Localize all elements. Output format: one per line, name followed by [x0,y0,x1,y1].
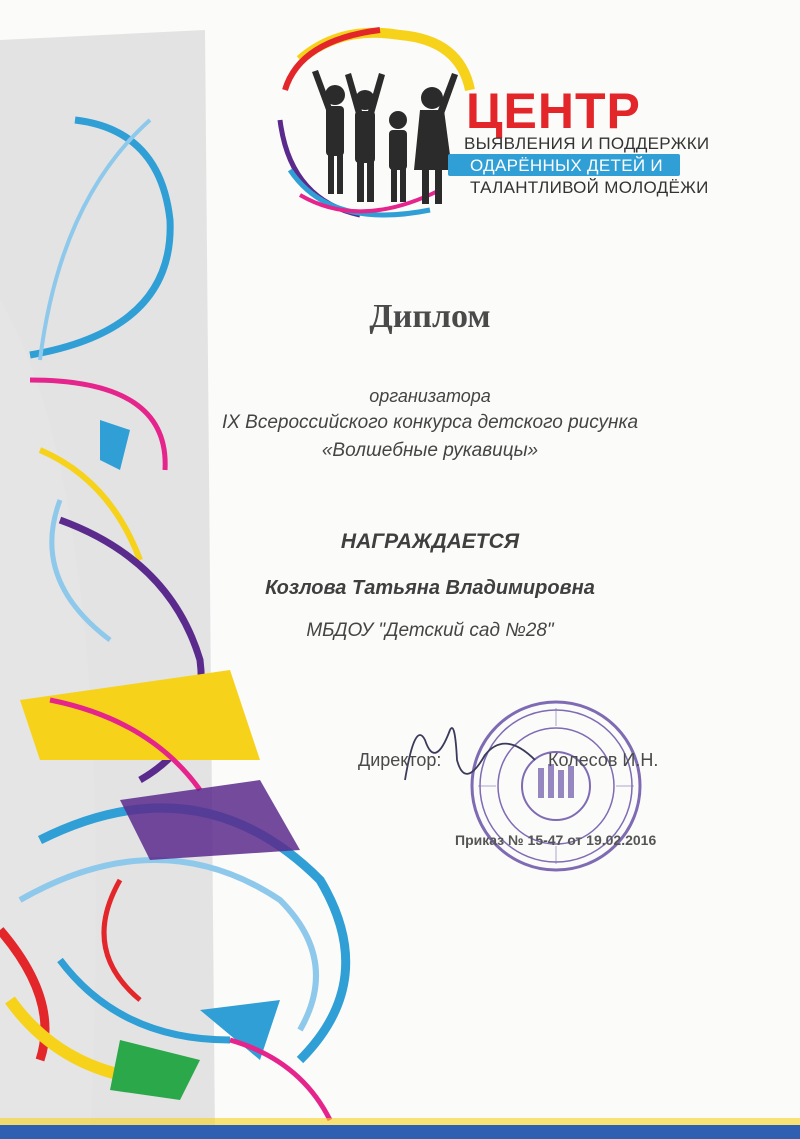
recipient-name: Козлова Татьяна Владимировна [265,577,595,599]
logo-subtitle-line3: ТАЛАНТЛИВОЙ МОЛОДЁЖИ [470,178,709,197]
organizer-line: организатора [369,386,491,406]
institution-name: МБДОУ "Детский сад №28" [306,620,554,641]
diploma-title: Диплом [369,298,491,335]
logo-subtitle-line2: ОДАРЁННЫХ ДЕТЕЙ И [470,156,663,175]
director-label: Директор: [358,750,442,770]
contest-line: IX Всероссийского конкурса детского рисунка [221,412,639,433]
logo-subtitle-line1: ВЫЯВЛЕНИЯ И ПОДДЕРЖКИ [464,134,710,153]
order-reference: Приказ № 15-47 от 19.02.2016 [455,832,657,848]
logo-title: ЦЕНТР [466,83,641,139]
awarded-label: НАГРАЖДАЕТСЯ [340,530,520,553]
contest-name: «Волшебные рукавицы» [321,440,539,461]
logo-emblem [280,30,470,215]
director-name: Колесов И.Н. [548,750,659,770]
